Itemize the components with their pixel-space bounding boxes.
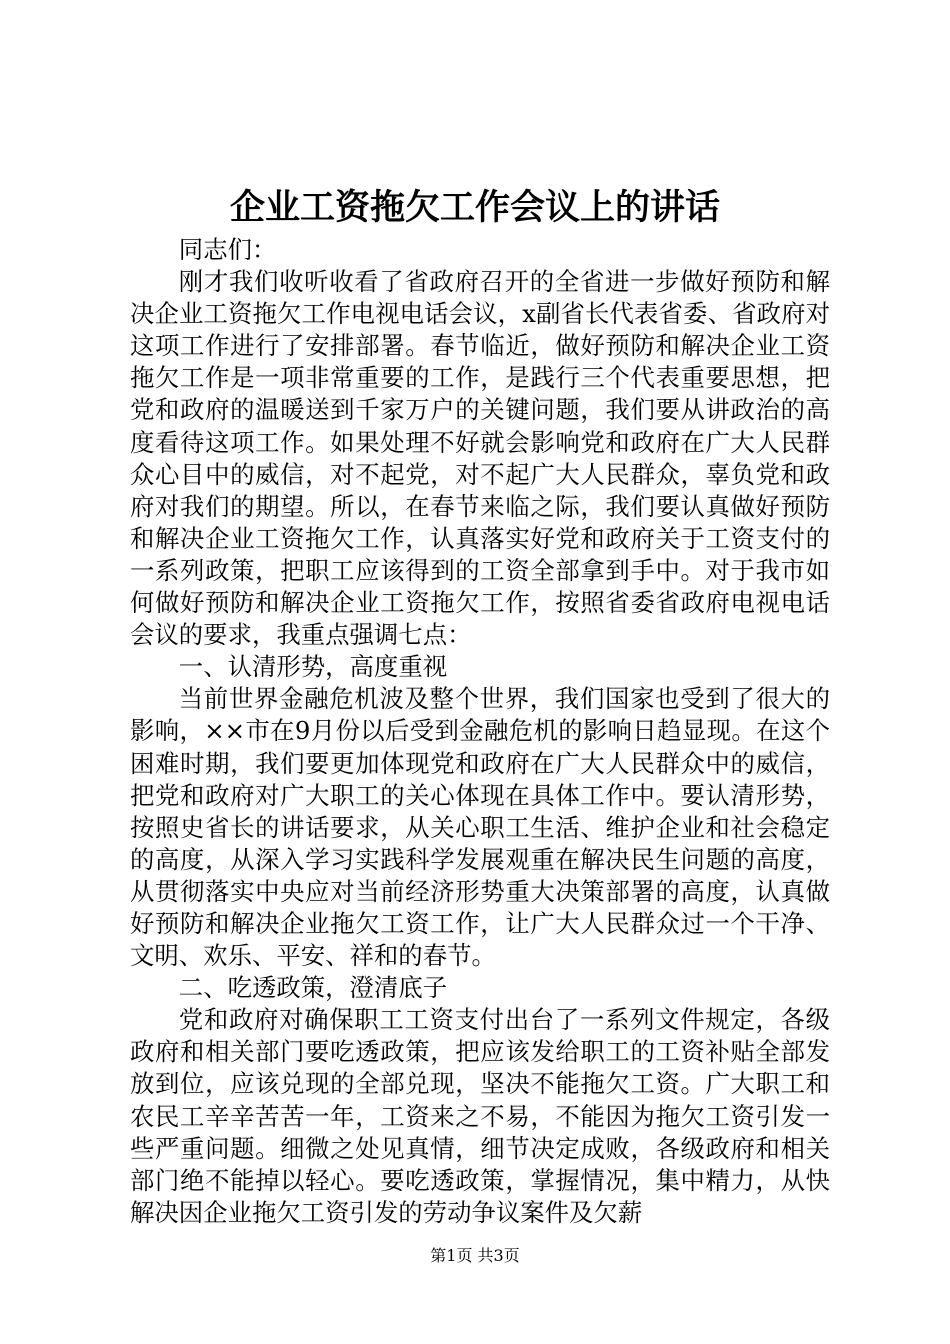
paragraph-section-2: 党和政府对确保职工工资支付出台了一系列文件规定，各级政府和相关部门要吃透政策，把应该发给职工的工资补贴全部发放到位，应该兑现的全部兑现，坚决不能拖欠工资。广大职工和农民工辛辛苦苦一年，工资来之不易，不能因为拖欠工资引发一些严重问题。细微之处见真情，细节决定成败，各级政府和相关部门绝不能掉以轻心。要吃透政策，掌握情况，集中精力，从快解决因企业拖欠工资引发的劳动争议案件及欠薪 <box>130 1005 830 1227</box>
section-heading-1: 一、认清形势，高度重视 <box>178 652 448 682</box>
page-number-footer: 第1页 共3页 <box>430 1246 520 1265</box>
section-heading-2: 二、吃透政策，澄清底子 <box>178 973 448 1003</box>
document-title: 企业工资拖欠工作会议上的讲话 <box>229 187 720 228</box>
document-body <box>130 234 830 1229</box>
paragraph-intro: 刚才我们收听收看了省政府召开的全省进一步做好预防和解决企业工资拖欠工作电视电话会议，x副省长代表省委、省政府对这项工作进行了安排部署。春节临近，做好预防和解决企业工资拖欠工作是一项非常重要的工作，是践行三个代表重要思想，把党和政府的温暖送到千家万户的关键问题，我们要从讲政治的高度看待这项工作。如果处理不好就会影响党和政府在广大人民群众心目中的威信，对不起党，对不起广大人民群众，辜负党和政府对我们的期望。所以，在春节来临之际，我们要认真做好预防和解决企业工资拖欠工作，认真落实好党和政府关于工资支付的一系列政策，把职工应该得到的工资全部拿到手中。对于我市如何做好预防和解决企业工资拖欠工作，按照省委省政府电视电话会议的要求，我重点强调七点： <box>130 267 830 650</box>
salutation: 同志们： <box>178 235 277 264</box>
paragraph-section-1: 当前世界金融危机波及整个世界，我们国家也受到了很大的影响，××市在9月份以后受到金融危机的影响日趋显现。在这个困难时期，我们要更加体现党和政府在广大人民群众中的威信，把党和政府对广大职工的关心体现在具体工作中。要认清形势，按照史省长的讲话要求，从关心职工生活、维护企业和社会稳定的高度，从深入学习实践科学发展观重在解决民生问题的高度，从贯彻落实中央应对当前经济形势重大决策部署的高度，认真做好预防和解决企业拖欠工资工作，让广大人民群众过一个干净、文明、欢乐、平安、祥和的春节。 <box>130 684 830 971</box>
